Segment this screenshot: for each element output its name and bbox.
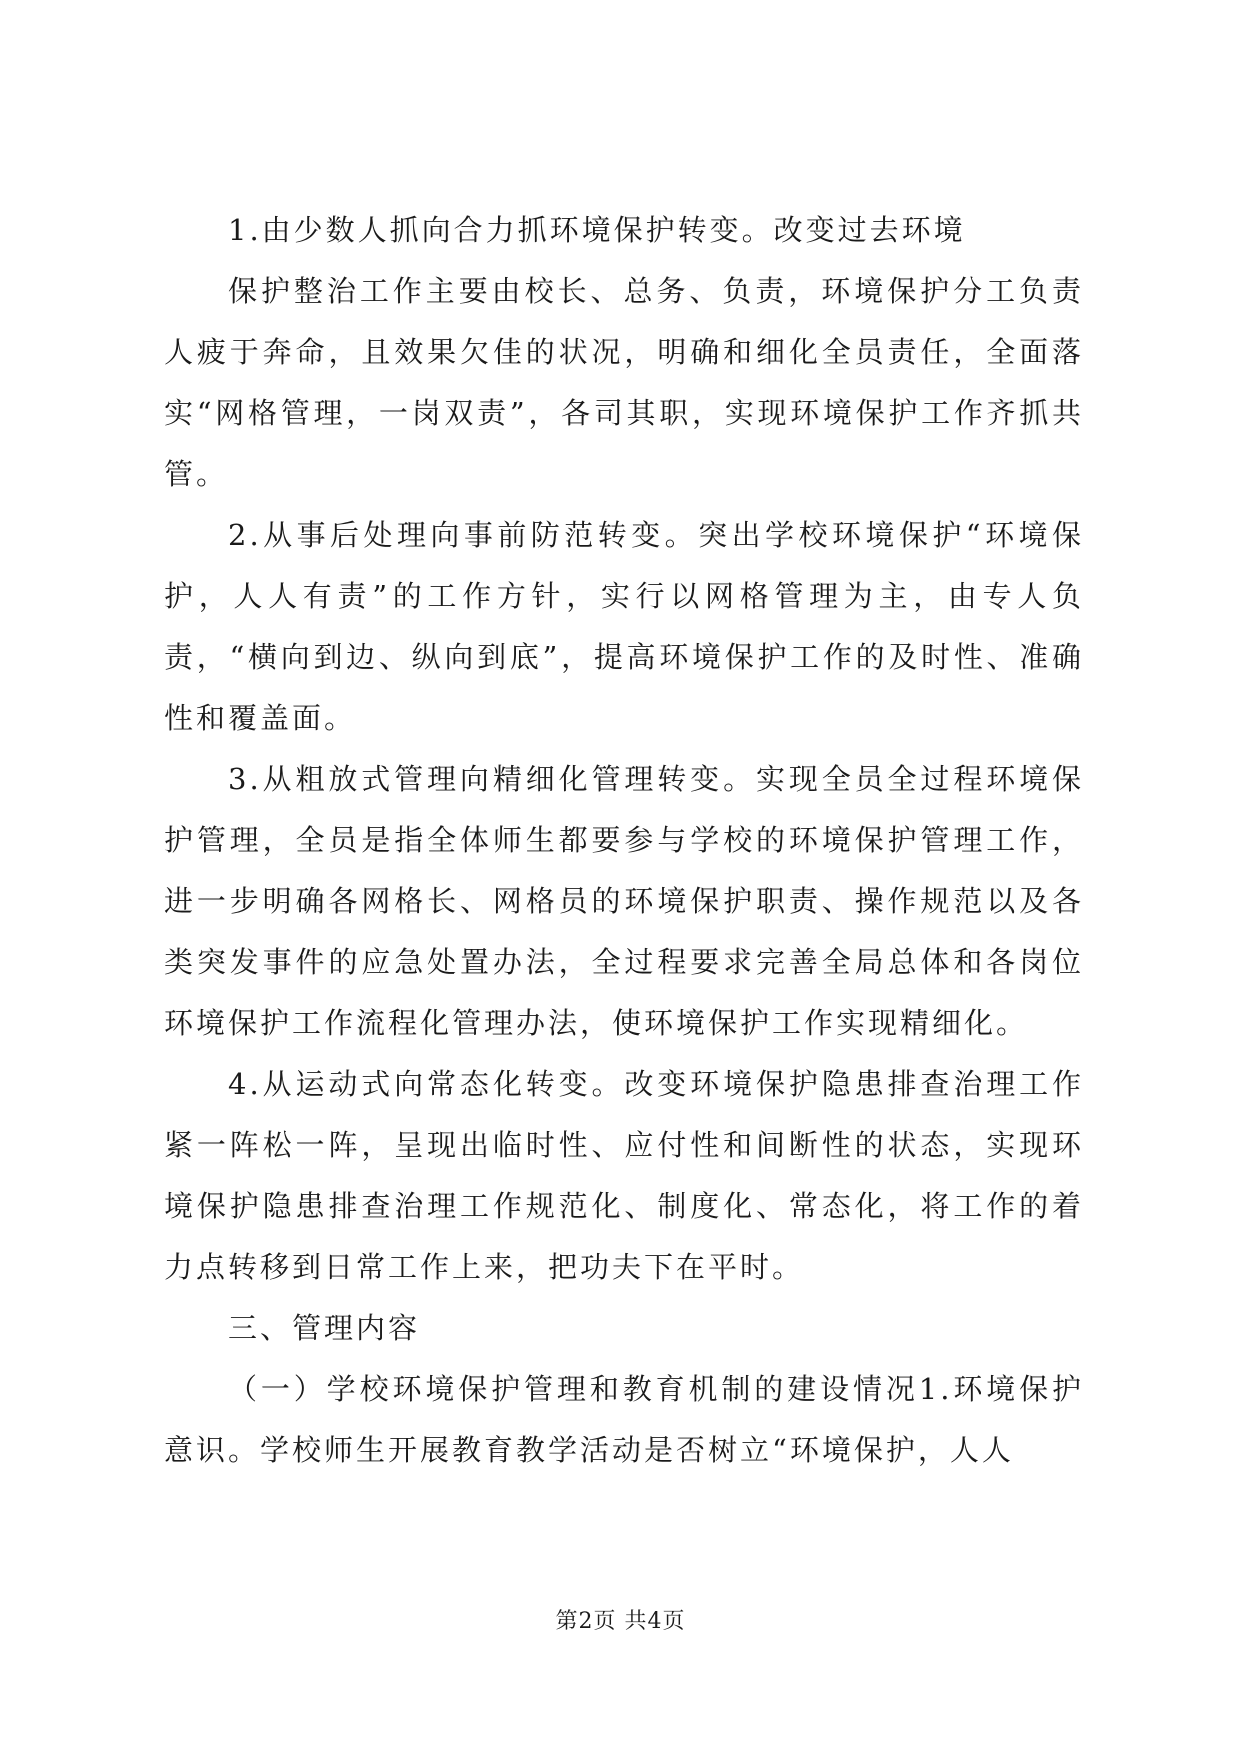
paragraph-item-3: 2.从事后处理向事前防范转变。突出学校环境保护“环境保护，人人有责”的工作方针，实行以网格管理为主，由专人负责，“横向到边、纵向到底”，提高环境保护工作的及时性、准确性和覆盖面。 <box>164 518 1084 735</box>
document-body <box>164 200 1084 1481</box>
paragraph-item-1: 1.由少数人抓向合力抓环境保护转变。改变过去环境 <box>228 213 966 247</box>
page-footer: 第2页 共4页 <box>555 1609 686 1634</box>
paragraph-item-7: （一）学校环境保护管理和教育机制的建设情况1.环境保护意识。学校师生开展教育教学活动是否树立“环境保护，人人 <box>164 1372 1084 1467</box>
paragraph-item-4: 3.从粗放式管理向精细化管理转变。实现全员全过程环境保护管理，全员是指全体师生都要参与学校的环境保护管理工作，进一步明确各网格长、网格员的环境保护职责、操作规范以及各类突发事件的应急处置办法，全过程要求完善全局总体和各岗位环境保护工作流程化管理办法，使环境保护工作实现精细化。 <box>164 762 1084 1040</box>
paragraph-item-2: 保护整治工作主要由校长、总务、负责，环境保护分工负责人疲于奔命，且效果欠佳的状况，明确和细化全员责任，全面落实“网格管理，一岗双责”，各司其职，实现环境保护工作齐抓共管。 <box>164 274 1084 491</box>
section-heading: 三、管理内容 <box>228 1311 421 1345</box>
paragraph-item-5: 4.从运动式向常态化转变。改变环境保护隐患排查治理工作紧一阵松一阵，呈现出临时性、应付性和间断性的状态，实现环境保护隐患排查治理工作规范化、制度化、常态化，将工作的着力点转移到日常工作上来，把功夫下在平时。 <box>164 1067 1084 1284</box>
